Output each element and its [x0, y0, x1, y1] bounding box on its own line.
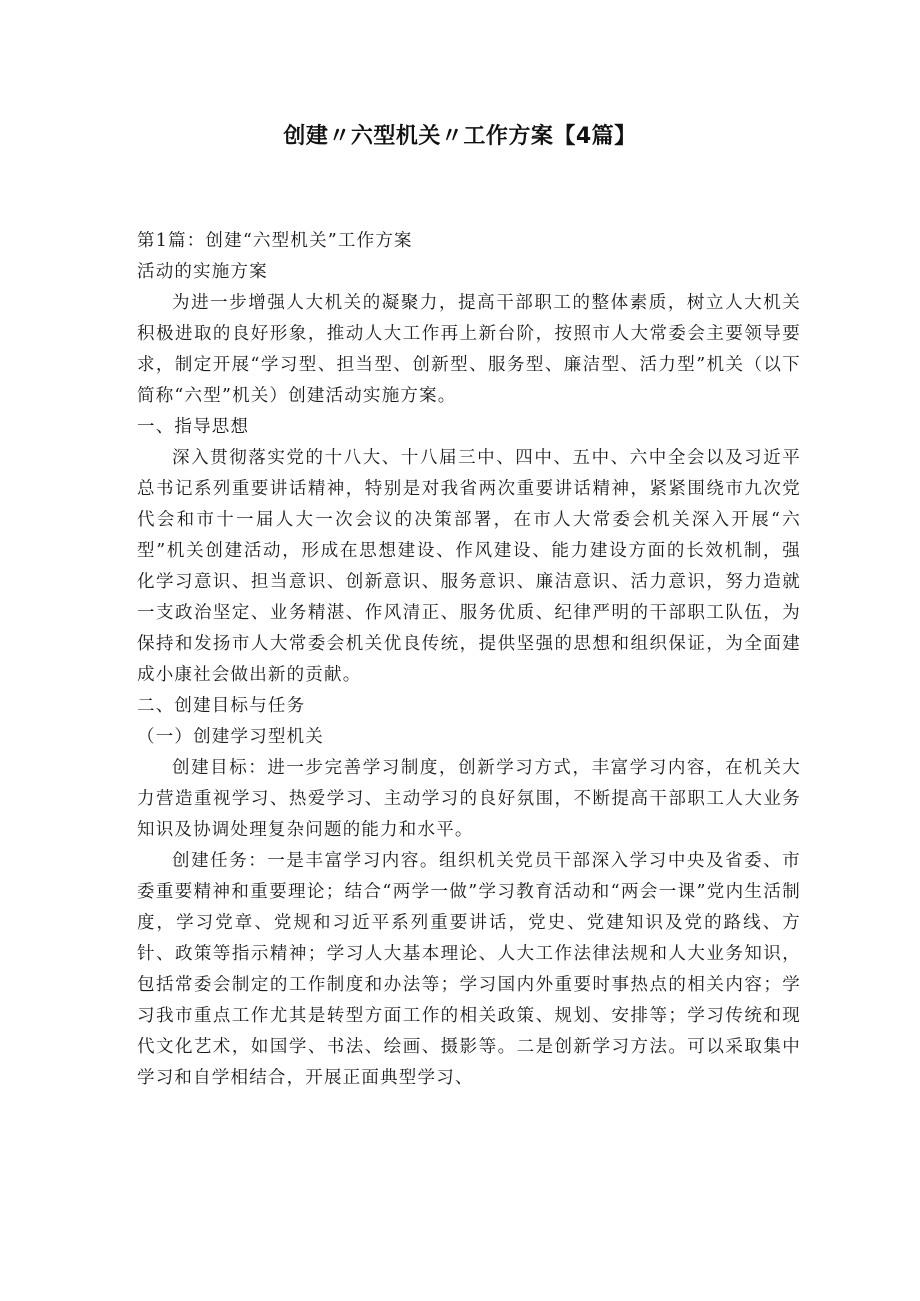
section-heading-goals-tasks: 二、创建目标与任务: [137, 696, 306, 716]
sub-heading-plan: 活动的实施方案: [137, 262, 268, 282]
body-paragraph-intro: 为进一步增强人大机关的凝聚力，提高干部职工的整体素质，树立人大机关积极进取的良好形象，推动人大工作再上新台阶，按照市人大常委会主要领导要求，制定开展“学习型、担当型、创新型、服务型、廉洁型、活力型”机关（以下简称“六型”机关）创建活动实施方案。: [137, 293, 801, 406]
section-heading-guiding-ideology: 一、指导思想: [137, 417, 250, 437]
document-title: 创建〃六型机关〃工作方案【4篇】: [283, 124, 637, 149]
body-paragraph-goals: 创建目标：进一步完善学习制度，创新学习方式，丰富学习内容，在机关大力营造重视学习、热爱学习、主动学习的良好氛围，不断提高干部职工人大业务知识及协调处理复杂问题的能力和水平。: [137, 758, 801, 840]
body-paragraph-guiding-ideology: 深入贯彻落实党的十八大、十八届三中、四中、五中、六中全会以及习近平总书记系列重要讲话精神，特别是对我省两次重要讲话精神，紧紧围绕市九次党代会和市十一届人大一次会议的决策部署，在市人大常委会机关深入开展“六型”机关创建活动，形成在思想建设、作风建设、能力建设方面的长效机制，强化学习意识、担当意识、创新意识、服务意识、廉洁意识、活力意识，努力造就一支政治坚定、业务精湛、作风清正、服务优质、纪律严明的干部职工队伍，为保持和发扬市人大常委会机关优良传统，提供坚强的思想和组织保证，为全面建成小康社会做出新的贡献。: [137, 448, 801, 685]
sub-heading-learning-organ: （一）创建学习型机关: [137, 727, 324, 747]
document-body: [137, 226, 801, 1094]
body-paragraph-tasks: 创建任务：一是丰富学习内容。组织机关党员干部深入学习中央及省委、市委重要精神和重要理论；结合“两学一做”学习教育活动和“两会一课”党内生活制度，学习党章、党规和习近平系列重要讲话，党史、党建知识及党的路线、方针、政策等指示精神；学习人大基本理论、人大工作法律法规和人大业务知识，包括常委会制定的工作制度和办法等；学习国内外重要时事热点的相关内容；学习我市重点工作尤其是转型方面工作的相关政策、规划、安排等；学习传统和现代文化艺术，如国学、书法、绘画、摄影等。二是创新学习方法。可以采取集中学习和自学相结合，开展正面典型学习、: [137, 851, 801, 1088]
section-heading-article-1: 第1篇：创建“六型机关”工作方案: [137, 231, 413, 251]
